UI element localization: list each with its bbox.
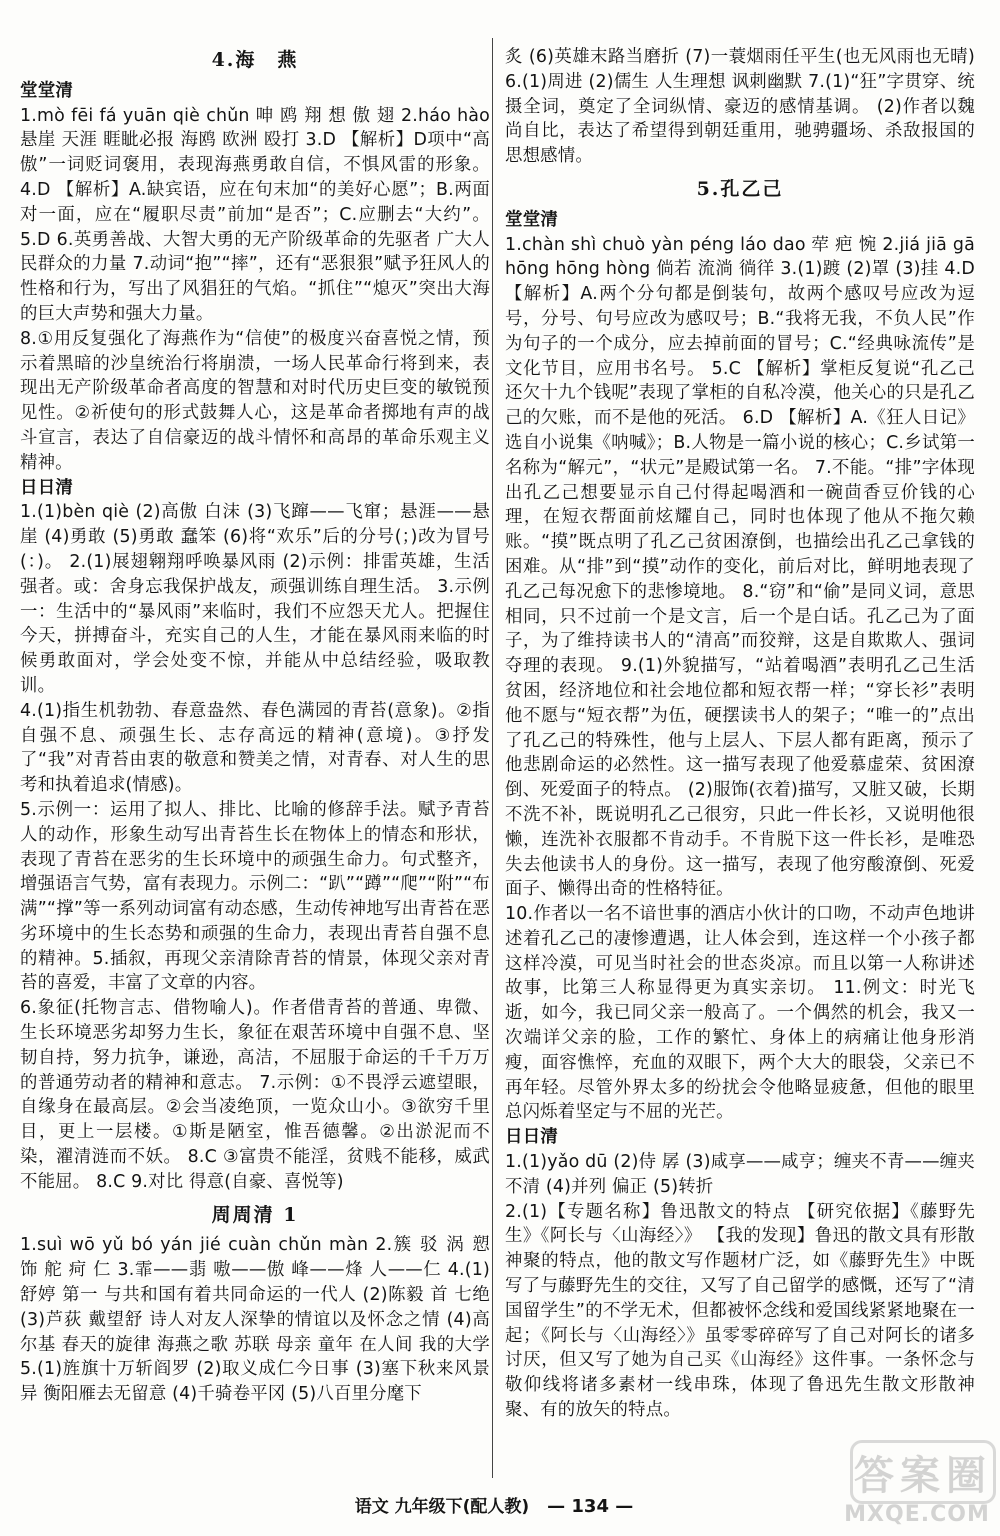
answer-paragraph: 1.mò fēi fá yuān qiè chǔn 呻 鸥 翔 想 傲 翅 2.háo hào 悬崖 天涯 睚眦必报 海鸥 欧洲 殴打 3.D 【解析】D项中“高傲”一词贬词褒用，表现海燕勇敢自信，不惧风雷的形象。 4.D 【解析】A.缺宾语，应在句末加“的美好心愿”；B.两面对一面，应在“履职尽责”前加“是否”；C.应删去“大约”。 5.D 6.英勇善战、大智大勇的无产阶级革命的先驱者 广大人民群众的力量 7.动词“抱”“摔”，还有“恶狠狠”赋予狂风人的性格和行为，写出了风猖狂的气焰。“抓住”“熄灭”突出大海的巨大声势和强大力量。 <box>20 105 490 324</box>
answer-paragraph: 6.象征(托物言志、借物喻人)。作者借青苔的普通、卑微、生长环境恶劣却努力生长，象征在艰苦环境中自强不息、坚韧自持，努力抗争，谦逊，高洁，不屈服于命运的千千万万的普通劳动者的精神和意志。 7.示例：①不畏浮云遮望眼，自缘身在最高层。②会当凌绝顶，一览众山小。③欲穷千里目，更上一层楼。①斯是陋室，惟吾德馨。②出淤泥而不染，濯清涟而不妖。 8.C ③富贵不能淫，贫贱不能移，威武不能屈。 8.C 9.对比 得意(自豪、喜悦等) <box>20 998 490 1192</box>
answer-paragraph: 8.①用反复强化了海燕作为“信使”的极度兴奋喜悦之情，预示着黑暗的沙皇统治行将崩溃，一场人民革命行将到来，表现出无产阶级革命者高度的智慧和对时代历史巨变的敏锐预见性。②祈使句的形式鼓舞人心，这是革命者掷地有声的战斗宣言，表达了自信豪迈的战斗情怀和高昂的革命乐观主义精神。 <box>20 328 490 473</box>
answer-paragraph: 2.(1)【专题名称】鲁迅散文的特点 【研究依据】《藤野先生》《阿长与〈山海经〉》 【我的发现】鲁迅的散文具有形散神聚的特点，他的散文写作题材广泛，如《藤野先生》中既写了与藤野先生的交往，又写了自己留学的感慨，还写了“清国留学生”的不学无术，但都被怀念线和爱国线紧紧地聚在一起；《阿长与〈山海经〉》虽零零碎碎写了自己对阿长的诸多讨厌，但又写了她为自己买《山海经》这件事。一条怀念与敬仰线将诸多素材一线串珠，体现了鲁迅先生散文形散神聚、有的放矢的特点。 <box>505 1201 975 1421</box>
answer-paragraph: 1.(1)bèn qiè (2)高傲 白沫 (3)飞蹿——飞窜；悬涯——悬崖 (4)勇敢 (5)勇敢 蠢笨 (6)将“欢乐”后的分号(；)改为冒号(：)。 2.(1)展翅翱翔呼唤暴风雨 (2)示例：排雷英雄，生活强者。或：舍身忘我保护战友，顽强训练自理生活。 3.示例一：生活中的“暴风雨”来临时，我们不应怨天尤人。把握住今天，拼搏奋斗，充实自己的人生，才能在暴风雨来临的时候勇敢面对，学会处变不惊，并能从中总结经验，吸取教训。 <box>20 502 490 696</box>
answer-paragraph: 4.(1)指生机勃勃、春意盎然、春色满园的青苔(意象)。②指自强不息、顽强生长、志存高远的精神(意境)。③抒发了“我”对青苔由衷的敬意和赞美之情，对青春、对人生的思考和执着追求(情感)。 <box>20 700 490 796</box>
answer-paragraph: 1.suì wō yǔ bó yán jié cuàn chǔn màn 2.簇 驳 涡 愬 饰 舵 疴 仁 3.霏——翡 嗷——傲 峰——烽 人——仁 4.(1)舒婷 第一 与共和国有着共同命运的一代人 (2)陈毅 首 七绝 (3)芦荻 戴望舒 诗人对友人深挚的情谊以及怀念之情 (4)高尔基 春天的旋律 海燕之歌 苏联 母亲 童年 在人间 我的大学 5.(1)旌旗十万斩阎罗 (2)取义成仁今日事 (3)塞下秋来风景异 衡阳雁去无留意 (4)千骑卷平冈 (5)八百里分麾下 <box>20 1235 490 1405</box>
answer-paragraph: 1.(1)yǎo dū (2)侍 孱 (3)咸享——咸亨；缠夹不青——缠夹不清 (4)并列 偏正 (5)转折 <box>505 1152 975 1197</box>
page-number: — 134 — <box>547 1496 634 1517</box>
watermark-stamp: 答案圈 <box>850 1440 996 1504</box>
page-number-value: 134 <box>571 1496 609 1517</box>
lesson-title-4: 4.海 燕 <box>211 49 299 71</box>
right-column <box>505 45 975 1423</box>
footer-grade: 九年级下(配人教) <box>394 1497 530 1517</box>
answer-paragraph: 1.chàn shì chuò yàn péng láo dao 荦 疤 惋 2.jiá jiā gā hōng hōng hòng 倘若 流淌 徜徉 3.(1)踱 (2)罩 (3)挂 4.D 【解析】A.两个分句都是倒装句，故两个感叹号应改为逗号，分号、句号应改为感叹号；B.“我将无我，不负人民”作为句子的一个成分，应去掉前面的冒号；C.“经典咏流传”是文化节目，应用书名号。 5.C 【解析】掌柜反复说“孔乙己还欠十九个钱呢”表现了掌柜的自私冷漠，他关心的只是孔乙己的欠账，而不是他的死活。 6.D 【解析】A.《狂人日记》选自小说集《呐喊》；B.人物是一篇小说的核心；C.乡试第一名称为“解元”，“状元”是殿试第一名。 7.不能。“排”字体现出孔乙己想要显示自己付得起喝酒和一碗茴香豆价钱的心理，在短衣帮面前炫耀自己，同时也体现了他从不拖欠赖账。“摸”既点明了孔乙己贫困潦倒，也描绘出孔乙己拿钱的困难。从“排”到“摸”动作的变化，前后对比，鲜明地表现了孔乙己每况愈下的悲惨境地。 8.“窃”和“偷”是同义词，意思相同，只不过前一个是文言，后一个是白话。孔乙己为了面子，为了维持读书人的“清高”而狡辩，这是自欺欺人、强词夺理的表现。 9.(1)外貌描写，“站着喝酒”表明孔乙己生活贫困，经济地位和社会地位都和短衣帮一样；“穿长衫”表明他不愿与“短衣帮”为伍，硬摆读书人的架子；“唯一的”点出了孔乙己的特殊性，他与上层人、下层人都有距离，预示了他悲剧命运的必然性。这一描写表现了他爱慕虚荣、贫困潦倒、死爱面子的特点。 (2)服饰(衣着)描写，又脏又破，长期不洗不补，既说明孔乙己很穷，只此一件长衫，又说明他很懒，连洗补衣服都不肯动手。不肯脱下这一件长衫，是唯恐失去他读书人的身份。这一描写，表现了他穷酸潦倒、死爱面子、懒得出奇的性格特征。 <box>505 234 975 900</box>
section-tangtangqing: 堂堂清 <box>505 209 559 230</box>
lesson-title-5: 5.孔乙己 <box>696 177 784 200</box>
watermark-logo <box>842 1440 992 1530</box>
section-tangtangqing: 堂堂清 <box>20 80 74 101</box>
section-ririqing: 日日清 <box>505 1127 559 1148</box>
answer-paragraph: 5.示例一：运用了拟人、排比、比喻的修辞手法。赋予青苔人的动作，形象生动写出青苔生长在物体上的情态和形状，表现了青苔在恶劣的生长环境中的顽强生命力。句式整齐，增强语言气势，富有表现力。示例二：“趴”“蹲”“爬”“附”“布满”“撑”等一系列动词富有动态感，生动传神地写出青苔在恶劣环境中的生长态势和顽强的生命力，表现出青苔自强不息的精神。5.插叙，再现父亲清除青苔的情景，体现父亲对青苔的喜爱，丰富了文章的内容。 <box>20 799 490 994</box>
answer-paragraph: 炙 (6)英雄末路当磨折 (7)一蓑烟雨任平生(也无风雨也无晴) 6.(1)周进 (2)儒生 人生理想 讽刺幽默 7.(1)“狂”字贯穿、统摄全词，奠定了全词纵情、豪迈的感情基调。 (2)作者以魏尚自比，表达了希望得到朝廷重用，驰骋疆场、杀敌报国的思想感情。 <box>505 47 975 167</box>
watermark-url: MXQE.COM <box>844 1502 990 1527</box>
answer-paragraph: 10.作者以一名不谙世事的酒店小伙计的口吻，不动声色地讲述着孔乙己的凄惨遭遇，让人体会到，连这样一个小孩子都这样冷漠，可见当时社会的世态炎凉。而且以第一人称讲述故事，比第三人称显得更为真实亲切。 11.例文：时光飞逝，如今，我已同父亲一般高了。一个偶然的机会，我又一次端详父亲的脸，工作的繁忙、身体上的病痛让他身形消瘦，面容憔悴，充血的双眼下，两个大大的眼袋，父亲已不再年轻。尽管外界太多的纷扰会令他略显疲惫，但他的眼里总闪烁着坚定与不屈的光芒。 <box>505 904 975 1123</box>
weekly-title: 周周清 1 <box>211 1203 299 1226</box>
column-divider <box>492 38 493 1478</box>
left-column <box>20 40 490 1407</box>
section-ririqing: 日日清 <box>20 477 74 498</box>
footer-subject: 语文 <box>354 1497 389 1517</box>
